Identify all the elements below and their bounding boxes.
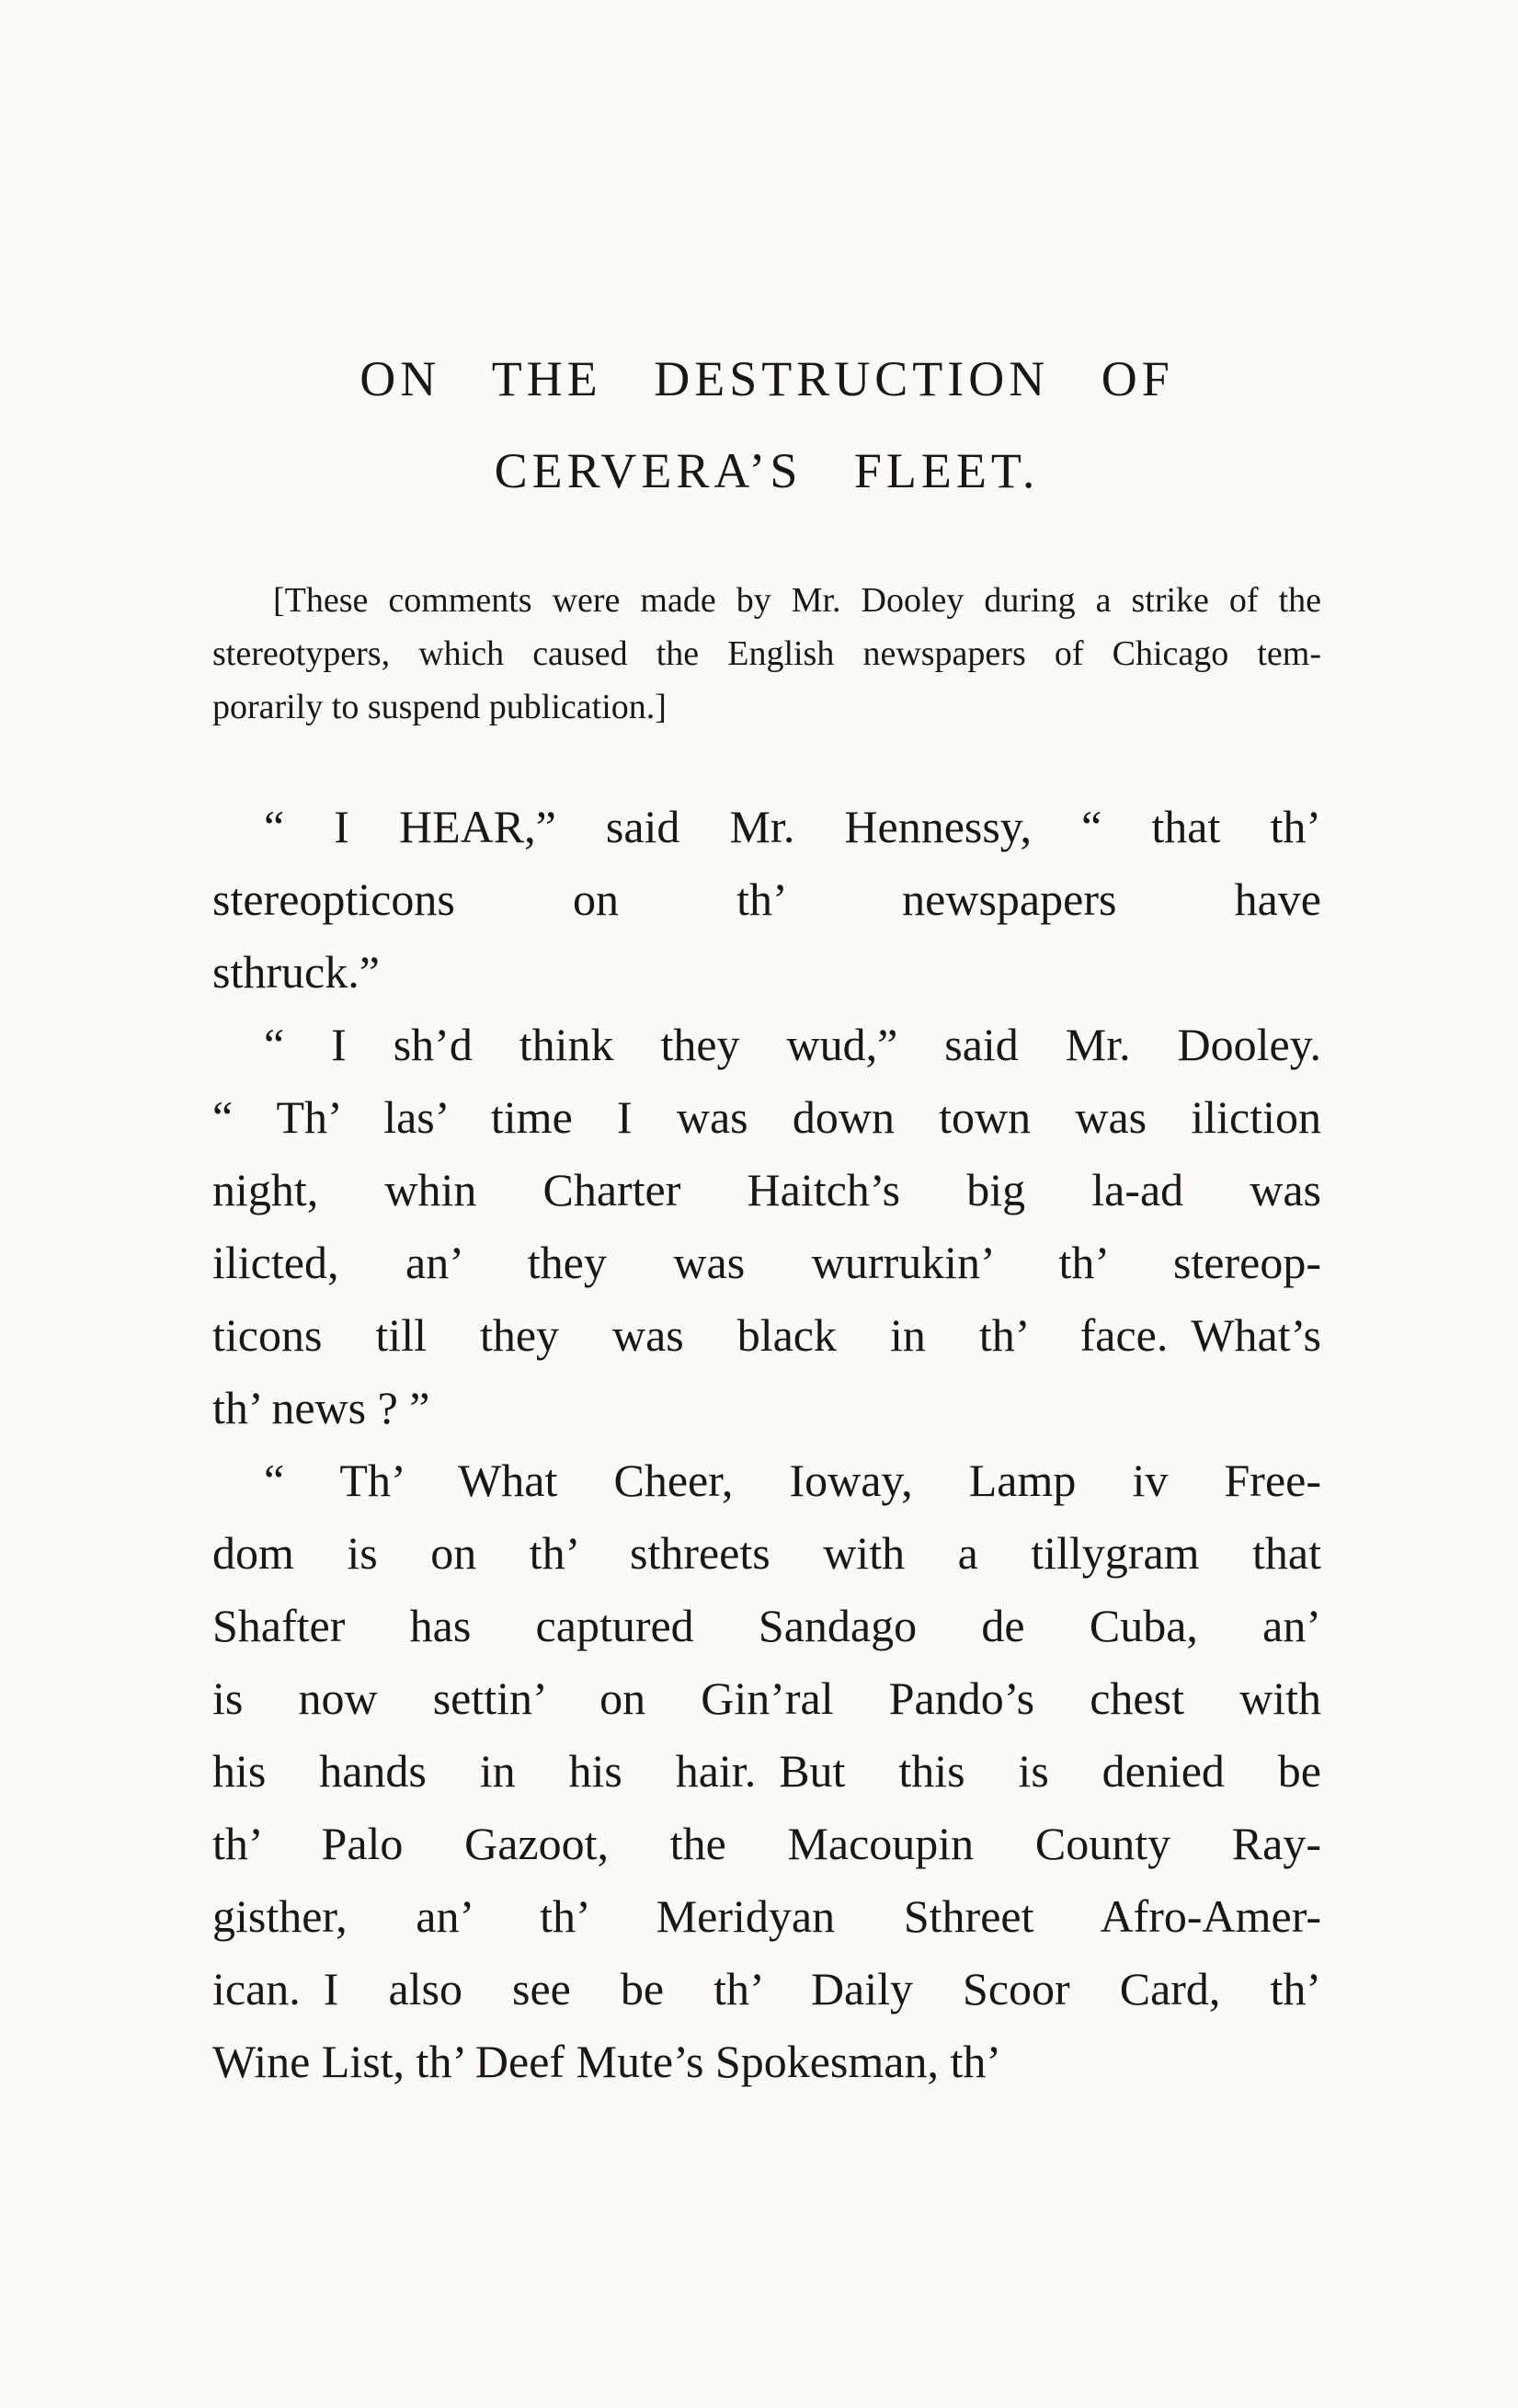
text-line: [These comments were made by Mr. Dooley during a strike of the <box>273 581 1321 620</box>
text-line: sthruck.” <box>212 946 380 998</box>
chapter-title <box>212 333 1321 517</box>
text-line: night, whin Charter Haitch’s big la-ad was <box>212 1164 1321 1215</box>
chapter-title-line: ON THE DESTRUCTION OF <box>360 351 1174 406</box>
text-line: Shafter has captured Sandago de Cuba, an’ <box>212 1600 1321 1651</box>
text-line: “ I HEAR,” said Mr. Hennessy, “ that th’ <box>264 801 1321 852</box>
text-line: Wine List, th’ Deef Mute’s Spokesman, th’ <box>212 2036 1002 2087</box>
paragraph <box>212 1444 1321 2098</box>
text-line: “ Th’ What Cheer, Ioway, Lamp iv Free- <box>264 1455 1321 1506</box>
text-line: ican. I also see be th’ Daily Scoor Card, th’ <box>212 1963 1321 2014</box>
text-line: “ I sh’d think they wud,” said Mr. Dooley. <box>264 1019 1321 1070</box>
text-line: his hands in his hair. But this is denied be <box>212 1745 1321 1797</box>
editorial-note <box>212 574 1321 734</box>
text-line: ticons till they was black in th’ face. What’s <box>212 1309 1321 1361</box>
paragraph <box>212 1009 1321 1444</box>
text-line: th’ Palo Gazoot, the Macoupin County Ray- <box>212 1818 1321 1869</box>
text-block <box>212 333 1321 2098</box>
text-line: is now settin’ on Gin’ral Pando’s chest with <box>212 1672 1321 1724</box>
chapter-title-line: CERVERA’S FLEET. <box>494 443 1040 498</box>
text-line: gisther, an’ th’ Meridyan Sthreet Afro-Amer- <box>212 1890 1321 1942</box>
text-line: porarily to suspend publication.] <box>212 688 667 726</box>
text-line: th’ news ? ” <box>212 1382 430 1433</box>
paragraph <box>212 791 1321 1009</box>
text-line: ilicted, an’ they was wurrukin’ th’ stereop- <box>212 1237 1321 1288</box>
text-line: dom is on th’ sthreets with a tillygram that <box>212 1527 1321 1579</box>
body-text <box>212 791 1321 2098</box>
text-line: stereotypers, which caused the English newspapers of Chicago tem- <box>212 634 1321 673</box>
text-line: stereopticons on th’ newspapers have <box>212 873 1321 925</box>
text-line: “ Th’ las’ time I was down town was iliction <box>212 1091 1321 1143</box>
